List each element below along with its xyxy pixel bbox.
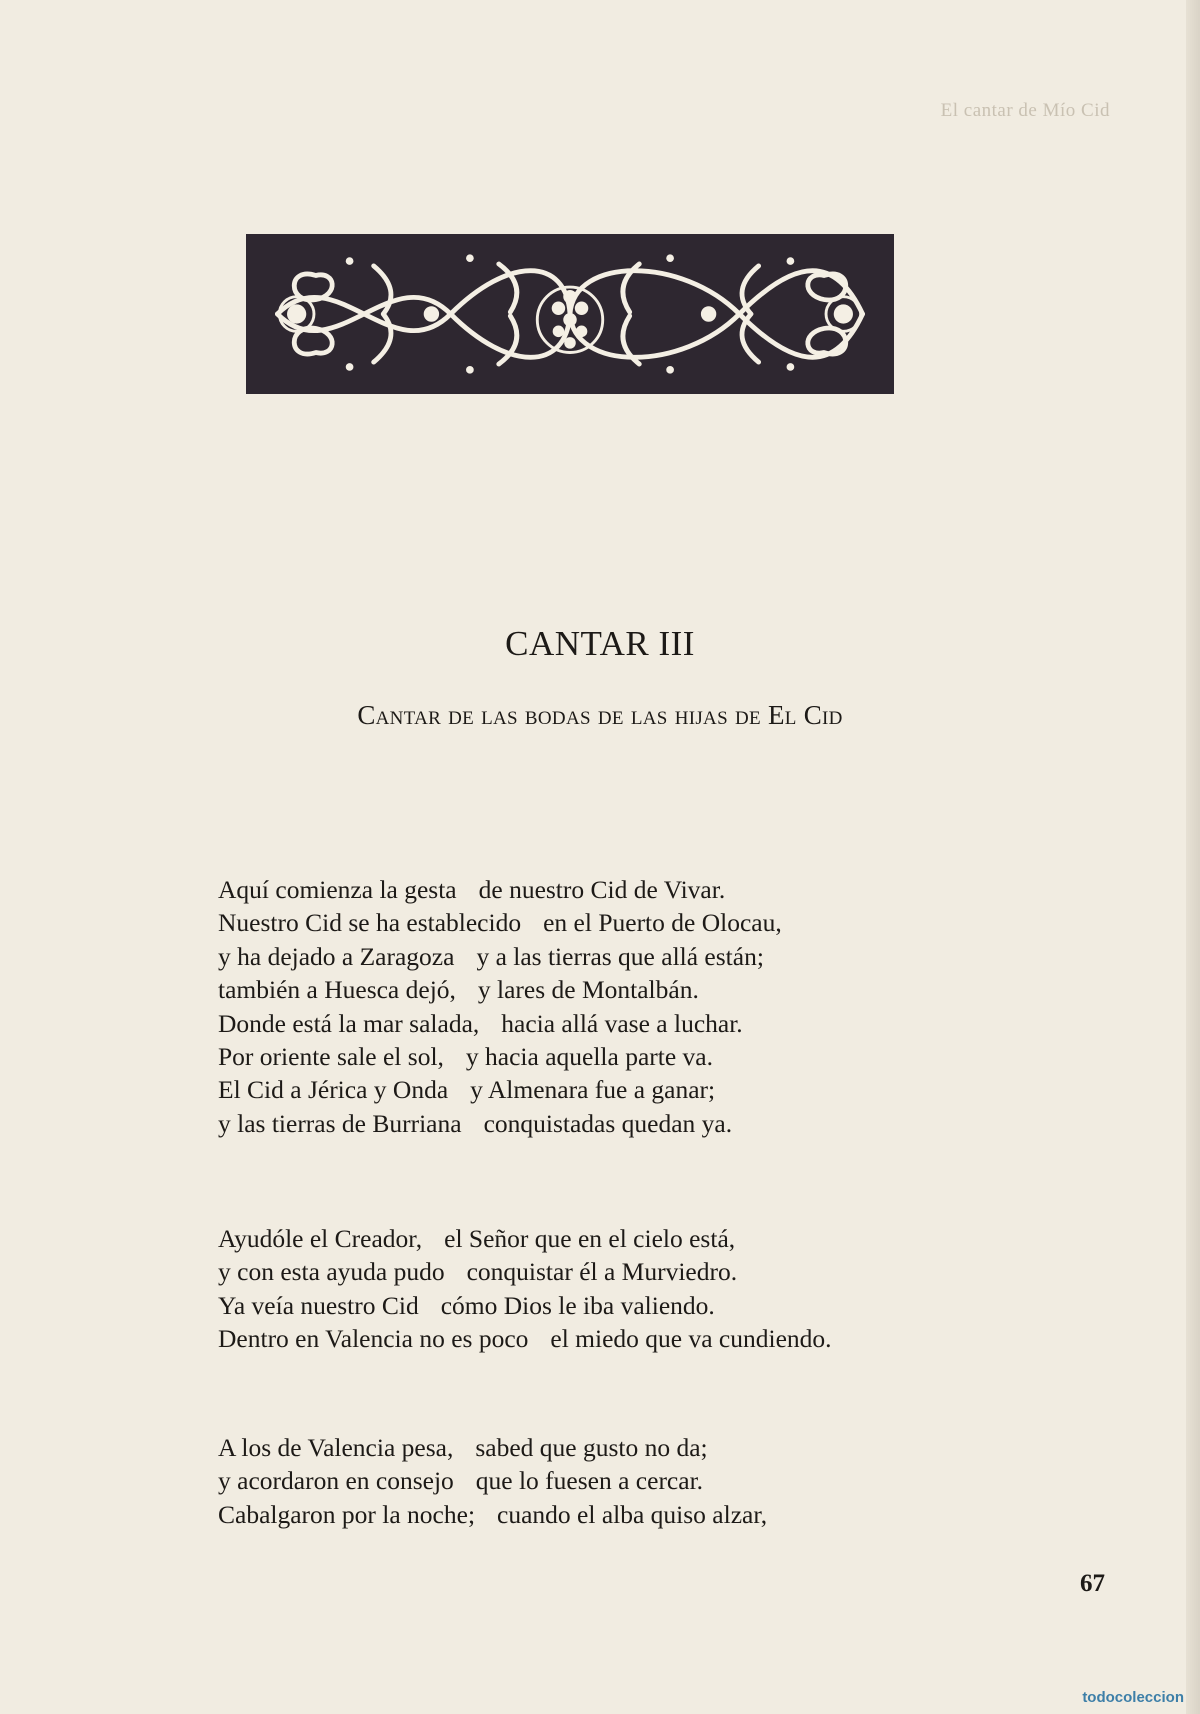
first-hemistich: Ya veía nuestro Cid bbox=[218, 1290, 419, 1320]
stanza bbox=[218, 1222, 832, 1356]
second-hemistich: y lares de Montalbán. bbox=[477, 975, 699, 1005]
first-hemistich: A los de Valencia pesa, bbox=[218, 1433, 454, 1462]
page-number: 67 bbox=[1080, 1570, 1105, 1597]
running-head: El cantar de Mío Cid bbox=[940, 100, 1110, 121]
verse-line bbox=[218, 906, 782, 939]
first-hemistich: y con esta ayuda pudo bbox=[218, 1257, 445, 1287]
second-hemistich: y hacia aquella parte va. bbox=[465, 1041, 713, 1071]
verse-line bbox=[218, 1107, 782, 1140]
second-hemistich: que lo fuesen a cercar. bbox=[475, 1466, 704, 1496]
verse-line bbox=[218, 1431, 767, 1464]
second-hemistich: conquistadas quedan ya. bbox=[483, 1108, 733, 1138]
verse-line bbox=[218, 1464, 767, 1497]
second-hemistich: cómo Dios le iba valiendo. bbox=[440, 1290, 715, 1320]
first-hemistich: Aquí comienza la gesta bbox=[218, 875, 457, 904]
verse-line bbox=[218, 1498, 767, 1531]
stanza bbox=[218, 873, 782, 1140]
second-hemistich: el Señor que en el cielo está, bbox=[444, 1224, 736, 1253]
cantar-title: CANTAR III bbox=[505, 624, 695, 663]
verse-line bbox=[218, 973, 782, 1006]
first-hemistich: y acordaron en consejo bbox=[218, 1466, 454, 1496]
first-hemistich: y ha dejado a Zaragoza bbox=[218, 941, 455, 971]
first-hemistich: Cabalgaron por la noche; bbox=[218, 1499, 476, 1529]
verse-line bbox=[218, 1007, 782, 1040]
first-hemistich: Dentro en Valencia no es poco bbox=[218, 1324, 529, 1354]
watermark: todocoleccion bbox=[1082, 1689, 1184, 1706]
verse-line bbox=[218, 1073, 782, 1106]
floral-ornament-icon bbox=[246, 234, 894, 394]
first-hemistich: Ayudóle el Creador, bbox=[218, 1224, 423, 1253]
first-hemistich: también a Huesca dejó, bbox=[218, 975, 456, 1005]
second-hemistich: de nuestro Cid de Vivar. bbox=[478, 875, 726, 904]
page-edge bbox=[1186, 0, 1200, 1714]
second-hemistich: y a las tierras que allá están; bbox=[476, 941, 764, 971]
first-hemistich: El Cid a Jérica y Onda bbox=[218, 1075, 449, 1105]
verse-line bbox=[218, 1255, 832, 1288]
first-hemistich: Nuestro Cid se ha establecido bbox=[218, 908, 522, 938]
verse-line bbox=[218, 1322, 832, 1355]
second-hemistich: el miedo que va cundiendo. bbox=[550, 1324, 832, 1354]
second-hemistich: sabed que gusto no da; bbox=[475, 1433, 708, 1462]
stanza bbox=[218, 1431, 767, 1531]
verse-line bbox=[218, 1289, 832, 1322]
first-hemistich: Por oriente sale el sol, bbox=[218, 1041, 444, 1071]
first-hemistich: Donde está la mar salada, bbox=[218, 1008, 480, 1038]
verse-line bbox=[218, 1040, 782, 1073]
cantar-subtitle: Cantar de las bodas de las hijas de El Cid bbox=[357, 700, 843, 730]
second-hemistich: hacia allá vase a luchar. bbox=[501, 1008, 743, 1038]
second-hemistich: y Almenara fue a ganar; bbox=[470, 1075, 716, 1105]
second-hemistich: conquistar él a Murviedro. bbox=[466, 1257, 738, 1287]
second-hemistich: en el Puerto de Olocau, bbox=[543, 908, 782, 938]
verse-line bbox=[218, 940, 782, 973]
second-hemistich: cuando el alba quiso alzar, bbox=[497, 1499, 768, 1529]
verse-line bbox=[218, 873, 782, 906]
verse-line bbox=[218, 1222, 832, 1255]
first-hemistich: y las tierras de Burriana bbox=[218, 1108, 462, 1138]
